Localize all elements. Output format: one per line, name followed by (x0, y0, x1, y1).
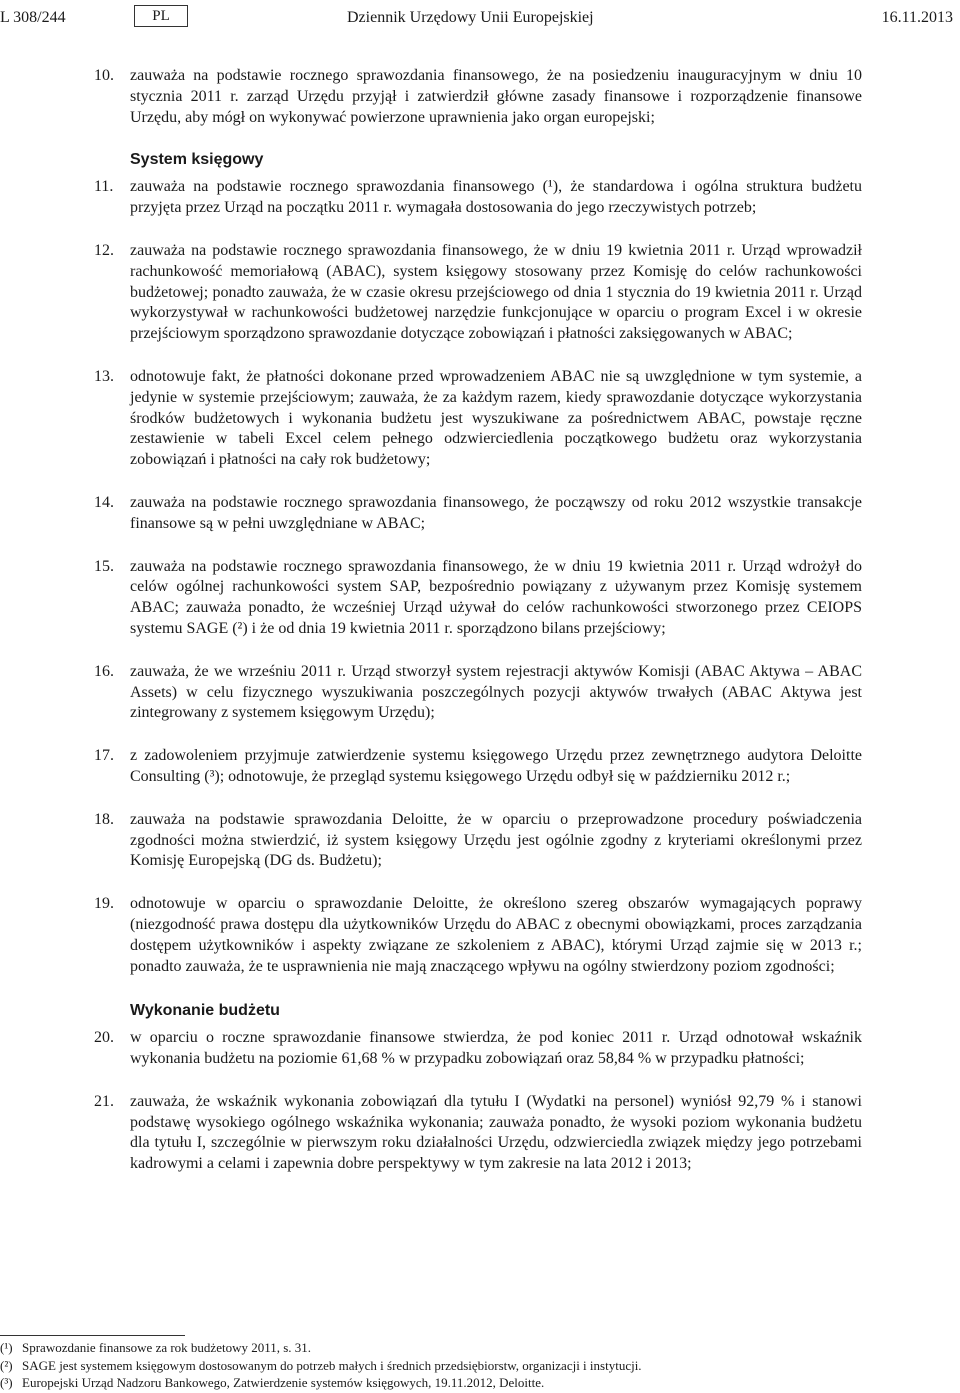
section-heading-budget: Wykonanie budżetu (130, 1002, 280, 1020)
footnote-text: Europejski Urząd Nadzoru Bankowego, Zatwierdzenie systemów księgowych, 19.11.2012, Deloitte. (22, 1375, 545, 1390)
footnote-divider (0, 1335, 185, 1336)
paragraph-10 (0, 66, 862, 128)
paragraph-number: 11. (94, 178, 114, 196)
paragraph-text: zauważa na podstawie sprawozdania Deloitte, że w oparciu o przeprowadzone procedury poświadczenia zgodności można stwierdzić, iż system księgowy Urzędu jest ogólnie zgodny z kryteriami określonymi przez Komisję Europejską (DG ds. Budżetu); (130, 810, 862, 870)
paragraph-20 (0, 1028, 862, 1070)
paragraph-text: zauważa na podstawie rocznego sprawozdania finansowego, że na posiedzeniu inauguracyjnym w dniu 10 stycznia 2011 r. zarząd Urzędu przyjął i zatwierdził główne zasady finansowe i rozporządzenie finansowe Urzędu, aby mógł on wykonywać powierzone uprawnienia jako organ europejski; (130, 67, 862, 126)
paragraph-number: 19. (94, 895, 114, 913)
paragraph-text: z zadowoleniem przyjmuje zatwierdzenie systemu księgowego Urzędu przez zewnętrznego audytora Deloitte Consulting (³); odnotowuje, że przegląd systemu księgowego Urzędu odbył się w październiku 2012 r.; (130, 747, 862, 785)
language-badge: PL (134, 5, 188, 27)
footnote-3 (0, 1374, 960, 1392)
paragraph-text: odnotowuje fakt, że płatności dokonane przed wprowadzeniem ABAC nie są uwzględnione w tym systemie, a jedynie w systemie przejściowym; zauważa, że za każdym razem, kiedy sprawozdanie dotyczące wykorzystania środków budżetowych i wykonania budżetu jest wyszukiwane za pośrednictwem ABAC, powstaje ręczne zestawienie w tabeli Excel celem pełnego odzwierciedlenia początkowego budżetu oraz wykorzystania zobowiązań i płatności na cały rok budżetowy; (130, 367, 862, 469)
paragraph-number: 14. (94, 493, 114, 511)
paragraph-number: 15. (94, 557, 114, 575)
paragraph-number: 13. (94, 367, 114, 385)
paragraph-text: zauważa, że we wrześniu 2011 r. Urząd stworzył system rejestracji aktywów Komisji (ABAC Aktywa – ABAC Assets) w celu fizycznego wyszukiwania poszczególnych pozycji aktywów trwałych (ABAC Aktywa jest zintegrowany z systemem księgowym Urzędu); (130, 662, 862, 722)
paragraph-number: 18. (94, 810, 114, 828)
paragraph-text: odnotowuje w oparciu o sprawozdanie Deloitte, że określono szereg obszarów wymagających poprawy (niezgodność prawa dostępu dla użytkowników Urzędu do ABAC z obecnymi obowiązkami, proces zarządzania dostępem użytkowników i aspekty związane ze szkoleniem z ABAC), którymi Urząd zajmie się w 2013 r.; ponadto zauważa, że te usprawnienia nie mają znaczącego wpływu na ogólny stwierdzony poziom zgodności; (130, 895, 862, 975)
publication-date: 16.11.2013 (881, 9, 953, 26)
footnote-text: Sprawozdanie finansowe za rok budżetowy 2011, s. 31. (22, 1340, 312, 1355)
paragraph-21 (0, 1092, 862, 1175)
footnote-number: (¹) (0, 1340, 13, 1355)
document-body (0, 66, 960, 1175)
footnote-2 (0, 1357, 960, 1375)
page-header (0, 5, 960, 29)
paragraph-14 (0, 493, 862, 535)
paragraph-18 (0, 810, 862, 872)
paragraph-11 (0, 177, 862, 219)
paragraph-15 (0, 557, 862, 640)
paragraph-text: zauważa na podstawie rocznego sprawozdania finansowego, że w dniu 19 kwietnia 2011 r. Urząd wdrożył do celów ogólnej rachunkowości system SAP, bezpośrednio powiązany z używanym przez Komisję systemem ABAC; zauważa ponadto, że wcześniej Urząd używał do celów rachunkowości stworzonego przez CEIOPS systemu SAGE (²) i że od dnia 19 kwietnia 2011 r. sporządzono bilans przejściowy; (130, 557, 862, 637)
footnote-number: (²) (0, 1357, 13, 1373)
paragraph-text: zauważa na podstawie rocznego sprawozdania finansowego, że począwszy od roku 2012 wszystkie transakcje finansowe są w pełni uwzględniane w ABAC; (130, 493, 862, 532)
paragraph-number: 20. (94, 1029, 114, 1047)
paragraph-12 (0, 241, 862, 345)
journal-reference: L 308/244 (0, 9, 66, 26)
paragraph-number: 12. (94, 241, 114, 259)
paragraph-17 (0, 746, 862, 788)
paragraph-13 (0, 367, 862, 471)
footnote-number: (³) (0, 1375, 13, 1390)
paragraph-19 (0, 894, 862, 977)
paragraph-text: zauważa na podstawie rocznego sprawozdania finansowego, że w dniu 19 kwietnia 2011 r. Urząd wprowadził rachunkowość memoriałową (ABAC), system księgowy stosowany przez Komisję do celów rachunkowości budżetowej; ponadto zauważa, że w czasie okresu przejściowego od dnia 1 stycznia do 19 kwietnia 2011 r. Urząd wykorzystywał w rachunkowości budżetowej narzędzie funkcjonujące w oparciu o program Excel i w okresie przejściowym sporządzono sprawozdanie dotyczące zobowiązań i płatności zaksięgowanych w ABAC; (130, 241, 862, 343)
paragraph-number: 17. (94, 747, 114, 765)
paragraph-number: 21. (94, 1092, 114, 1110)
section-heading-system: System księgowy (130, 151, 264, 169)
paragraph-text: w oparciu o roczne sprawozdanie finansowe stwierdza, że pod koniec 2011 r. Urząd odnotował wskaźnik wykonania budżetu na poziomie 61,68 % w przypadku zobowiązań oraz 58,84 % w przypadku płatności; (130, 1029, 862, 1068)
journal-title: Dziennik Urzędowy Unii Europejskiej (347, 9, 594, 26)
paragraph-text: zauważa na podstawie rocznego sprawozdania finansowego (¹), że standardowa i ogólna struktura budżetu przyjęta przez Urząd na początku 2011 r. wymagała dostosowania do jego rzeczywistych potrzeb; (130, 178, 862, 217)
paragraph-16 (0, 662, 862, 724)
footnote-text: SAGE jest systemem księgowym dostosowanym do potrzeb małych i średnich przedsiębiorstw, organizacji i instytucji. (22, 1357, 642, 1373)
paragraph-number: 16. (94, 662, 114, 680)
footnotes (0, 1339, 960, 1392)
paragraph-number: 10. (94, 67, 114, 84)
footnote-1 (0, 1339, 960, 1357)
paragraph-text: zauważa, że wskaźnik wykonania zobowiązań dla tytułu I (Wydatki na personel) wyniósł 92,79 % i stanowi podstawę wysokiego ogólnego wskaźnika wykonania; zauważa ponadto, że wysoki poziom wykonania budżetu dla tytułu I, szczególnie w pierwszym roku działalności Urzędu, odzwierciedla związek między jego potrzebami kadrowymi a celami i zapewnia dobre perspektywy w tym zakresie na lata 2012 i 2013; (130, 1092, 862, 1173)
